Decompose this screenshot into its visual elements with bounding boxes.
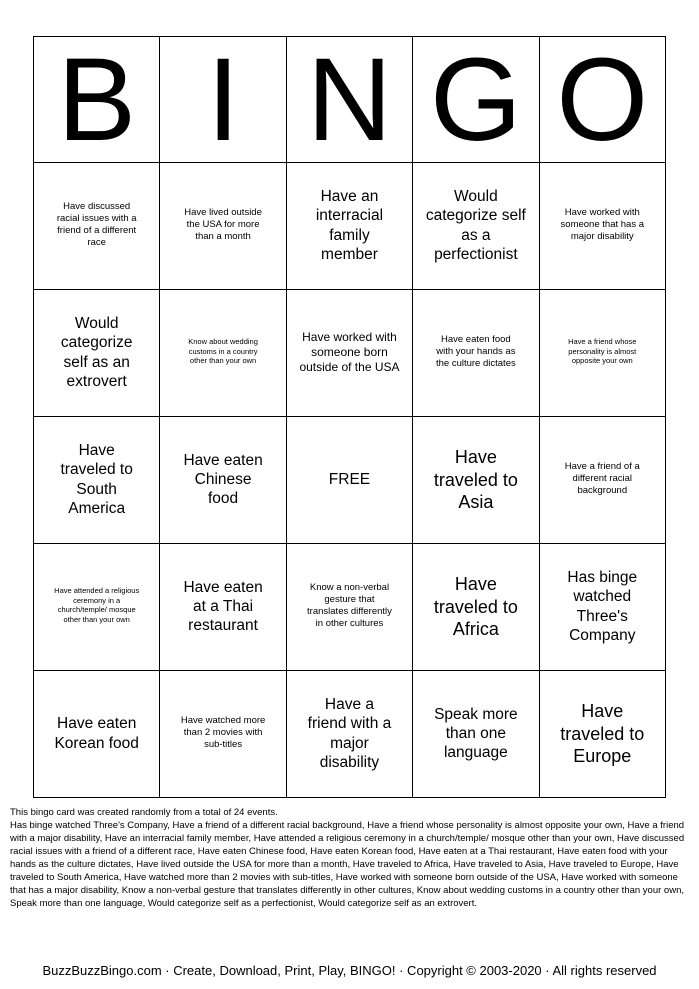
bingo-cell: Have a friend of a different racial background	[539, 417, 665, 544]
card-description	[10, 806, 690, 910]
bingo-cell: Have watched more than 2 movies with sub-titles	[160, 671, 286, 798]
bingo-row	[34, 290, 666, 417]
card-summary: This bingo card was created randomly from a total of 24 events.	[10, 807, 278, 818]
bingo-cell: Have traveled to South America	[34, 417, 160, 544]
event-list: Has binge watched Three's Company, Have a friend of a different racial background, Have a friend whose personality is almost opposite your own, Have a friend with a major disability, Have an interracial family member, Have attended a religious ceremony in a church/temple/ mosque other than your own, Have discussed racial issues with a friend of a different race, Have eaten Chinese food, Have eaten Korean food, Have eaten at a Thai restaurant, Have eaten food with your hands as the culture dictates, Have lived outside the USA for more than a month, Have traveled to Africa, Have traveled to Asia, Have traveled to Europe, Have traveled to South America, Have watched more than 2 movies with sub-titles, Have worked with someone born outside of the USA, Have worked with someone that has a major disability, Know a non-verbal gesture that translates differently in other cultures, Know about wedding customs in a country other than your own, Speak more than one language, Would categorize self as a perfectionist, Would categorize self as an extrovert.	[10, 820, 685, 909]
bingo-cell: Have traveled to Asia	[413, 417, 539, 544]
bingo-cell: Have an interracial family member	[286, 163, 412, 290]
bingo-cell: Have eaten Chinese food	[160, 417, 286, 544]
bingo-cell: Have eaten Korean food	[34, 671, 160, 798]
bingo-cell: Would categorize self as a perfectionist	[413, 163, 539, 290]
bingo-cell: Have a friend whose personality is almost opposite your own	[539, 290, 665, 417]
bingo-cell: Have eaten food with your hands as the culture dictates	[413, 290, 539, 417]
bingo-cell: Speak more than one language	[413, 671, 539, 798]
bingo-cell: Would categorize self as an extrovert	[34, 290, 160, 417]
header-letter-g: G	[413, 37, 539, 163]
bingo-row	[34, 163, 666, 290]
bingo-header-row	[34, 37, 666, 163]
bingo-row	[34, 544, 666, 671]
header-letter-i: I	[160, 37, 286, 163]
bingo-cell: Have lived outside the USA for more than a month	[160, 163, 286, 290]
bingo-cell: Have discussed racial issues with a friend of a different race	[34, 163, 160, 290]
bingo-cell: Know about wedding customs in a country other than your own	[160, 290, 286, 417]
bingo-cell: Have traveled to Africa	[413, 544, 539, 671]
bingo-cell: Have a friend with a major disability	[286, 671, 412, 798]
header-letter-n: N	[286, 37, 412, 163]
header-letter-o: O	[539, 37, 665, 163]
bingo-cell: Have worked with someone that has a major disability	[539, 163, 665, 290]
bingo-row	[34, 671, 666, 798]
bingo-cell: Have traveled to Europe	[539, 671, 665, 798]
bingo-cell: Have eaten at a Thai restaurant	[160, 544, 286, 671]
bingo-cell: Have attended a religious ceremony in a church/temple/ mosque other than your own	[34, 544, 160, 671]
bingo-cell-free: FREE	[286, 417, 412, 544]
bingo-cell: Have worked with someone born outside of the USA	[286, 290, 412, 417]
bingo-card	[33, 36, 666, 798]
bingo-cell: Has binge watched Three's Company	[539, 544, 665, 671]
bingo-row	[34, 417, 666, 544]
header-letter-b: B	[34, 37, 160, 163]
copyright-footer: BuzzBuzzBingo.com · Create, Download, Print, Play, BINGO! · Copyright © 2003-2020 · All rights reserved	[42, 963, 657, 978]
bingo-cell: Know a non-verbal gesture that translates differently in other cultures	[286, 544, 412, 671]
